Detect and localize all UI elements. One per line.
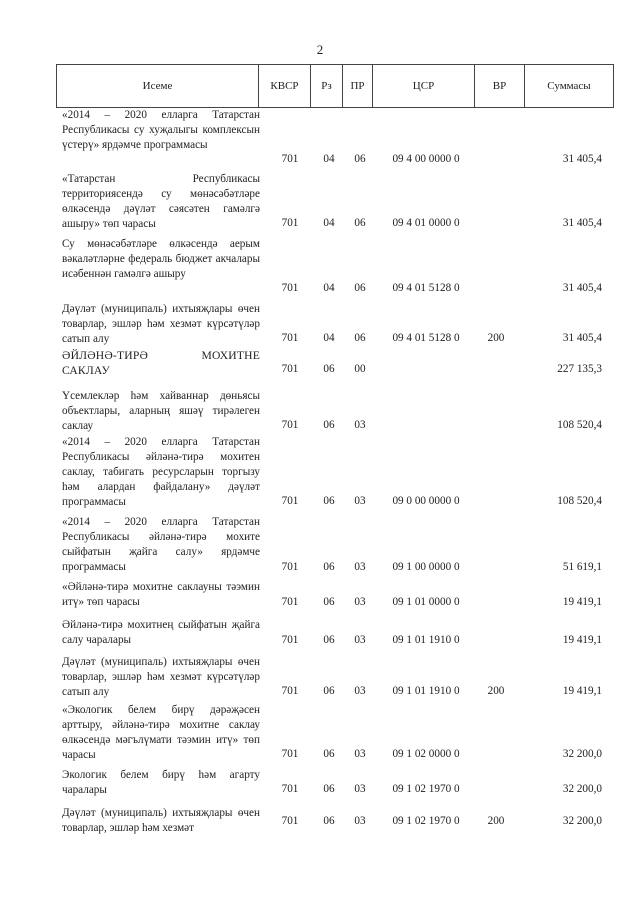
row-rz: 04 [323,153,335,165]
row-pr: 06 [354,217,366,229]
row-kvsr: 701 [281,332,299,344]
row-name: Дәүләт (муниципаль) ихтыяҗлары өчен товарлар, эшләр һәм хезмәт күрсәтүләр сатып алу [62,303,260,345]
row-kvsr: 701 [281,419,299,431]
row-kvsr: 701 [281,561,299,573]
row-pr: 06 [354,332,366,344]
row-name: «Экологик белем бирү дәрәҗәсен арттыру, әйләнә-тирә мохитне саклау өлкәсендә мәгълүмати тәэмин итү» төп чарасы [62,704,260,761]
row-csr: 09 4 01 5128 0 [392,332,460,344]
row-csr: 09 1 01 1910 0 [392,634,460,646]
row-rz: 06 [323,634,335,646]
row-pr: 03 [354,634,366,646]
row-csr: 09 1 02 1970 0 [392,815,460,827]
row-rz: 04 [323,282,335,294]
row-rz: 06 [323,685,335,697]
row-csr: 09 1 01 0000 0 [392,596,460,608]
row-csr: 09 1 00 0000 0 [392,561,460,573]
header-pr: ПР [343,65,373,107]
row-rz: 04 [323,217,335,229]
row-name: Су мөнәсәбәтләре өлкәсендә аерым вәкаләтләрне федераль бюджет акчалары исәбеннән гамәлгә ашыру [62,238,260,280]
row-pr: 03 [354,748,366,760]
row-kvsr: 701 [281,495,299,507]
row-rz: 06 [323,748,335,760]
row-pr: 06 [354,153,366,165]
row-sum: 31 405,4 [562,332,602,344]
row-name: ӘЙЛӘНӘ-ТИРӘ МОХИТНЕ САКЛАУ [62,349,260,377]
row-rz: 06 [323,419,335,431]
page-number: 2 [316,42,324,57]
row-pr: 03 [354,685,366,697]
row-sum: 108 520,4 [557,495,602,507]
row-name: Әйләнә-тирә мохитнең сыйфатын җайга салу чаралары [62,619,260,646]
row-kvsr: 701 [281,153,299,165]
header-rz: Рз [311,65,343,107]
row-sum: 108 520,4 [557,419,602,431]
row-rz: 06 [323,783,335,795]
header-kvsr: КВСР [259,65,311,107]
row-name: Дәүләт (муниципаль) ихтыяҗлары өчен товарлар, эшләр һәм хезмәт [62,807,260,834]
table-header [56,64,614,108]
row-sum: 31 405,4 [562,217,602,229]
row-pr: 03 [354,783,366,795]
row-kvsr: 701 [281,217,299,229]
row-csr: 09 1 02 1970 0 [392,783,460,795]
row-pr: 03 [354,815,366,827]
row-sum: 32 200,0 [562,783,602,795]
row-csr: 09 1 01 1910 0 [392,685,460,697]
row-rz: 06 [323,363,335,375]
row-kvsr: 701 [281,815,299,827]
row-name: Үсемлекләр һәм хайваннар дөньясы объектлары, аларның яшәү тирәлеген саклау [62,390,260,432]
row-rz: 06 [323,596,335,608]
row-vr: 200 [487,815,505,827]
header-name: Исеме [57,65,259,107]
row-pr: 03 [354,495,366,507]
row-rz: 06 [323,495,335,507]
row-pr: 00 [354,363,366,375]
row-sum: 31 405,4 [562,282,602,294]
row-csr: 09 4 01 5128 0 [392,282,460,294]
header-sum: Суммасы [547,80,591,92]
row-kvsr: 701 [281,634,299,646]
row-kvsr: 701 [281,596,299,608]
row-name: «Татарстан Республикасы территориясендә су мөнәсәбәтләре өлкәсендә дәүләт сәясәтен гамәлгә ашыру» төп чарасы [62,173,260,230]
row-csr: 09 0 00 0000 0 [392,495,460,507]
row-kvsr: 701 [281,748,299,760]
header-csr: ЦСР [373,65,475,107]
row-sum: 31 405,4 [562,153,602,165]
row-csr: 09 1 02 0000 0 [392,748,460,760]
row-pr: 03 [354,561,366,573]
row-pr: 06 [354,282,366,294]
row-sum: 227 135,3 [557,363,602,375]
row-kvsr: 701 [281,685,299,697]
row-sum: 32 200,0 [562,748,602,760]
row-csr: 09 4 01 0000 0 [392,217,460,229]
row-kvsr: 701 [281,282,299,294]
row-vr: 200 [487,332,505,344]
row-sum: 51 619,1 [562,561,602,573]
row-rz: 06 [323,815,335,827]
header-vr: ВР [475,65,525,107]
row-name: Экологик белем бирү һәм агарту чаралары [62,769,260,796]
row-pr: 03 [354,596,366,608]
row-name: «2014 – 2020 елларга Татарстан Республикасы әйләнә-тирә мохитен саклау, табигать ресурсларын торгызу һәм алардан файдалану» дәүләт программасы [62,436,260,508]
row-kvsr: 701 [281,783,299,795]
row-name: «2014 – 2020 елларга Татарстан Республикасы су хуҗалыгы комплексын үстерү» ярдәмче программасы [62,109,260,151]
row-sum: 19 419,1 [562,634,602,646]
row-vr: 200 [487,685,505,697]
row-sum: 32 200,0 [562,815,602,827]
row-kvsr: 701 [281,363,299,375]
row-sum: 19 419,1 [562,685,602,697]
row-sum: 19 419,1 [562,596,602,608]
row-name: «2014 – 2020 елларга Татарстан Республикасы әйләнә-тирә мохите сыйфатын җайга салу» ярдәмче программасы [62,516,260,573]
row-name: «Әйләнә-тирә мохитне саклауны тәэмин итү» төп чарасы [62,581,260,608]
row-rz: 04 [323,332,335,344]
row-csr: 09 4 00 0000 0 [392,153,460,165]
row-name: Дәүләт (муниципаль) ихтыяҗлары өчен товарлар, эшләр һәм хезмәт күрсәтүләр сатып алу [62,656,260,698]
row-rz: 06 [323,561,335,573]
row-pr: 03 [354,419,366,431]
